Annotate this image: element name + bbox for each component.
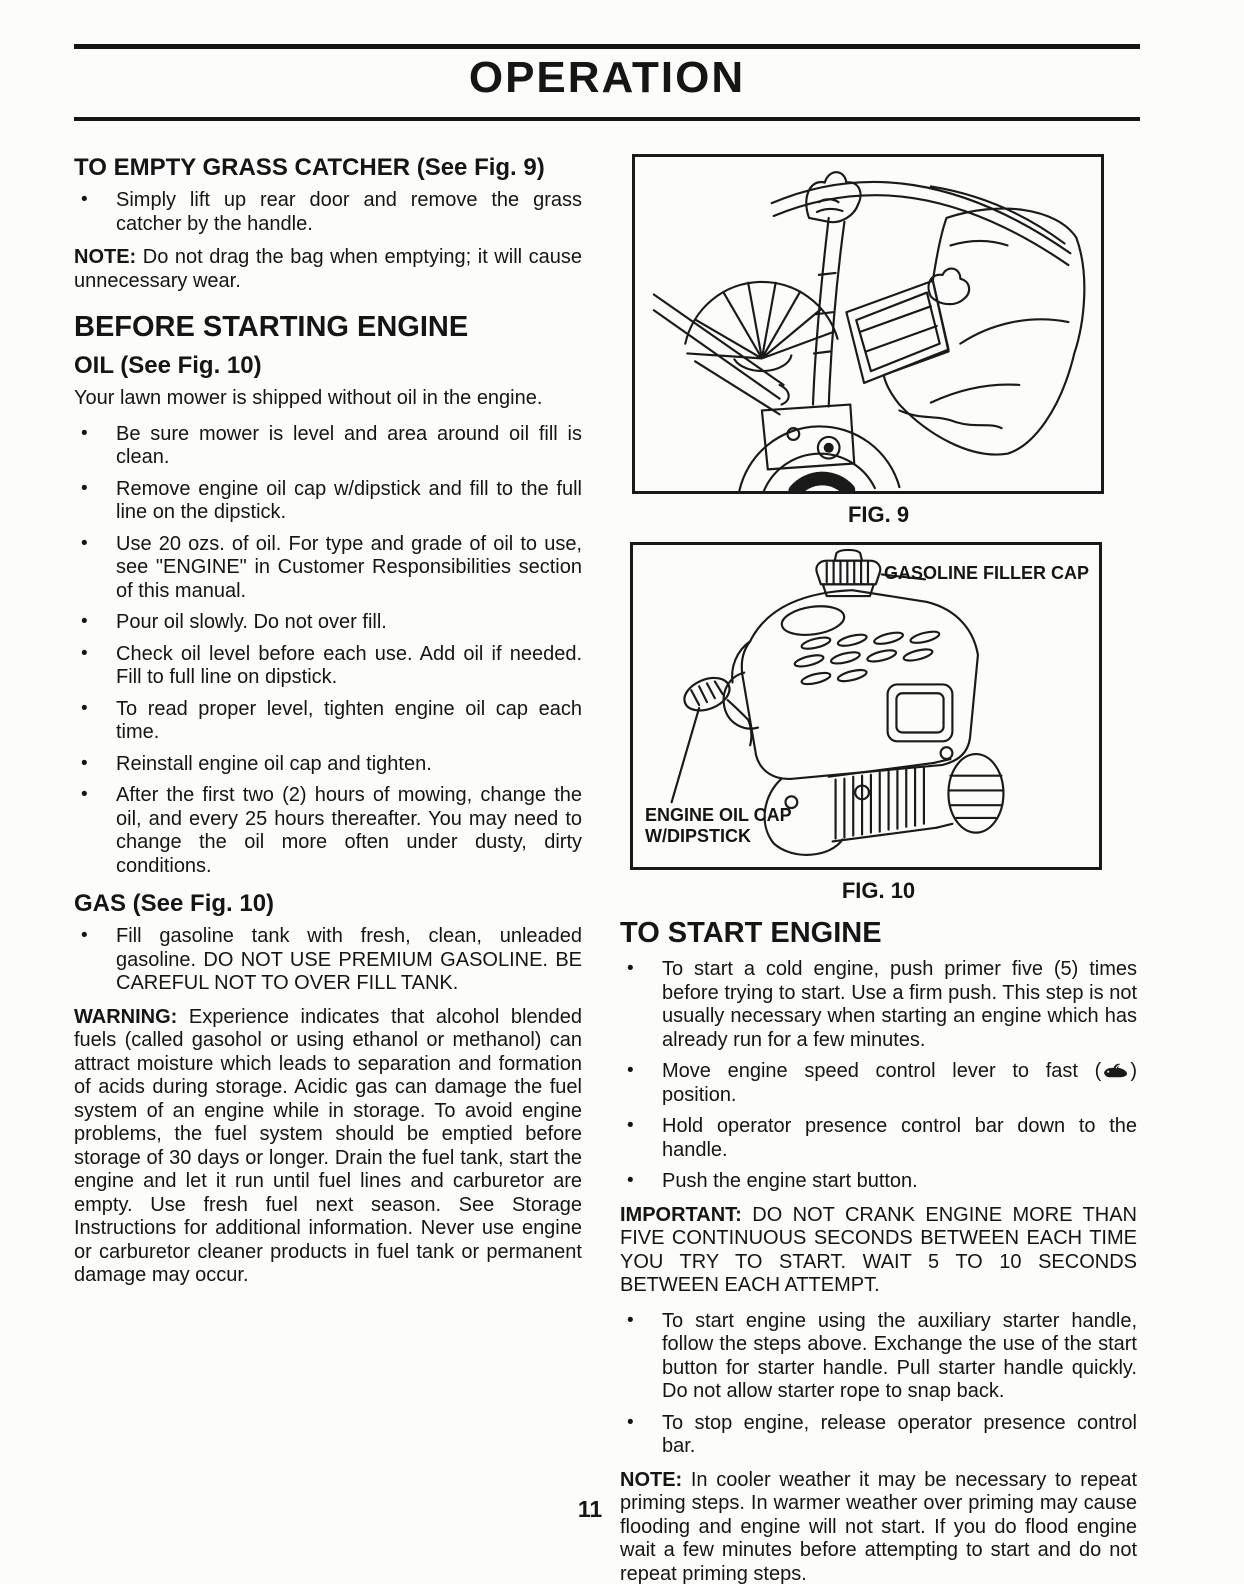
start-step-item bbox=[620, 1412, 1137, 1459]
note-paragraph bbox=[74, 246, 582, 293]
bullet-text: Check oil level before each use. Add oil if needed. Fill to full line on dipstick. bbox=[116, 642, 582, 688]
start-step-item bbox=[620, 1170, 1137, 1194]
oil-step-item bbox=[74, 423, 582, 470]
start-step-item bbox=[620, 1310, 1137, 1404]
oil-step-item bbox=[74, 753, 582, 777]
heading-oil: OIL (See Fig. 10) bbox=[74, 352, 262, 379]
start-step-item bbox=[620, 1115, 1137, 1162]
label-engine-oil-cap-line2: W/DIPSTICK bbox=[645, 825, 751, 846]
start-steps-list-2 bbox=[620, 1310, 1137, 1459]
warning-paragraph bbox=[74, 1006, 582, 1288]
oil-step-item bbox=[74, 698, 582, 745]
bullet-text: To read proper level, tighten engine oil cap each time. bbox=[116, 697, 582, 743]
start-step-fast-position bbox=[620, 1060, 1137, 1107]
bullet-text: To stop engine, release operator presence control bar. bbox=[662, 1411, 1137, 1457]
fast-rabbit-icon bbox=[1102, 1062, 1129, 1079]
page-number: 11 bbox=[577, 1496, 603, 1522]
grass-catcher-illustration bbox=[635, 157, 1101, 491]
title-underline-rule bbox=[74, 117, 1140, 121]
label-engine-oil-cap bbox=[645, 805, 792, 847]
bullet-text: After the first two (2) hours of mowing, change the oil, and every 25 hours thereafter. You may need to change the oil more often under dusty, dirty conditions. bbox=[116, 784, 582, 877]
heading-empty-grass-catcher: TO EMPTY GRASS CATCHER (See Fig. 9) bbox=[74, 154, 545, 181]
figure-10-caption: FIG. 10 bbox=[841, 877, 916, 903]
oil-step-item bbox=[74, 478, 582, 525]
bullet-text: Move engine speed control lever to fast ( bbox=[662, 1060, 1102, 1082]
gas-steps-list bbox=[74, 925, 582, 996]
note-label: NOTE: bbox=[620, 1468, 683, 1491]
start-steps-list bbox=[620, 958, 1137, 1194]
right-column bbox=[620, 152, 1137, 1584]
bullet-text: Use 20 ozs. of oil. For type and grade of oil to use, see "ENGINE" in Customer Responsibilities section of this manual. bbox=[116, 532, 582, 602]
bullet-text: Push the engine start button. bbox=[662, 1170, 918, 1192]
bullet-text: Remove engine oil cap w/dipstick and fill to the full line on the dipstick. bbox=[116, 477, 582, 523]
label-engine-oil-cap-line1: ENGINE OIL CAP bbox=[645, 804, 792, 825]
figure-9-caption: FIG. 9 bbox=[847, 502, 910, 527]
figure-10 bbox=[630, 542, 1102, 870]
bullet-text: Simply lift up rear door and remove the grass catcher by the handle. bbox=[116, 189, 582, 235]
bullet-text: Reinstall engine oil cap and tighten. bbox=[116, 752, 432, 775]
figure-9 bbox=[632, 154, 1104, 494]
oil-step-item bbox=[74, 611, 582, 635]
oil-intro: Your lawn mower is shipped without oil in the engine. bbox=[74, 387, 543, 409]
empty-catcher-list bbox=[74, 189, 582, 236]
bullet-text: To start engine using the auxiliary starter handle, follow the steps above. Exchange the use of the start button for starter handle. Pull starter handle quickly. Do not allow starter rope to snap back. bbox=[662, 1309, 1137, 1402]
page-title: OPERATION bbox=[468, 53, 746, 102]
note-label: NOTE: bbox=[74, 246, 137, 268]
heading-before-starting-engine: BEFORE STARTING ENGINE bbox=[74, 311, 469, 343]
bullet-text: To start a cold engine, push primer five (5) times before trying to start. Use a firm push. This step is not usually necessary when starting an engine which has already run for a few minutes. bbox=[662, 958, 1137, 1051]
important-text: DO NOT CRANK ENGINE MORE THAN FIVE CONTINUOUS SECONDS BETWEEN EACH TIME YOU TRY TO START. WAIT 5 TO 10 SECONDS BETWEEN EACH ATTEMPT. bbox=[620, 1203, 1137, 1296]
oil-step-item bbox=[74, 533, 582, 604]
top-rule bbox=[74, 44, 1140, 49]
left-column bbox=[74, 152, 582, 1300]
oil-step-item bbox=[74, 643, 582, 690]
heading-gas: GAS (See Fig. 10) bbox=[74, 890, 275, 917]
note-text: Do not drag the bag when emptying; it will cause unnecessary wear. bbox=[74, 246, 582, 292]
oil-steps-list bbox=[74, 423, 582, 879]
note-text: In cooler weather it may be necessary to repeat priming steps. In warmer weather over priming may cause flooding and engine will not start. If you do flood engine wait a few minutes before attempting to start and do not repeat priming steps. bbox=[620, 1468, 1137, 1584]
warning-label: WARNING: bbox=[74, 1005, 178, 1028]
oil-step-item bbox=[74, 784, 582, 878]
note-paragraph-2 bbox=[620, 1469, 1137, 1584]
bullet-text: Hold operator presence control bar down to the handle. bbox=[662, 1115, 1137, 1161]
warning-text: Experience indicates that alcohol blended fuels (called gasohol or using ethanol or methanol) can attract moisture which leads to separation and formation of acids during storage. Acidic gas can damage the fuel system of an engine while in storage. To avoid engine problems, the fuel system should be emptied before storage of 30 days or longer. Drain the fuel tank, start the engine and let it run until fuel lines and carburetor are empty. Use fresh fuel next season. See Storage Instructions for additional information. Never use engine or carburetor cleaner products in fuel tank or permanent damage may occur. bbox=[74, 1005, 583, 1286]
heading-to-start-engine: TO START ENGINE bbox=[620, 917, 882, 949]
important-label: IMPORTANT: bbox=[620, 1203, 742, 1226]
important-paragraph bbox=[620, 1204, 1137, 1298]
start-step-item bbox=[620, 958, 1137, 1052]
gas-step-item bbox=[74, 925, 582, 996]
bullet-text: Be sure mower is level and area around oil fill is clean. bbox=[116, 422, 582, 468]
list-item bbox=[74, 189, 582, 236]
label-gasoline-filler-cap: GASOLINE FILLER CAP bbox=[883, 562, 1089, 583]
bullet-text: ) position. bbox=[662, 1060, 1137, 1106]
bullet-text: Pour oil slowly. Do not over fill. bbox=[116, 611, 387, 633]
bullet-text: Fill gasoline tank with fresh, clean, unleaded gasoline. DO NOT USE PREMIUM GASOLINE. BE CAREFUL NOT TO OVER FILL TANK. bbox=[116, 925, 582, 994]
